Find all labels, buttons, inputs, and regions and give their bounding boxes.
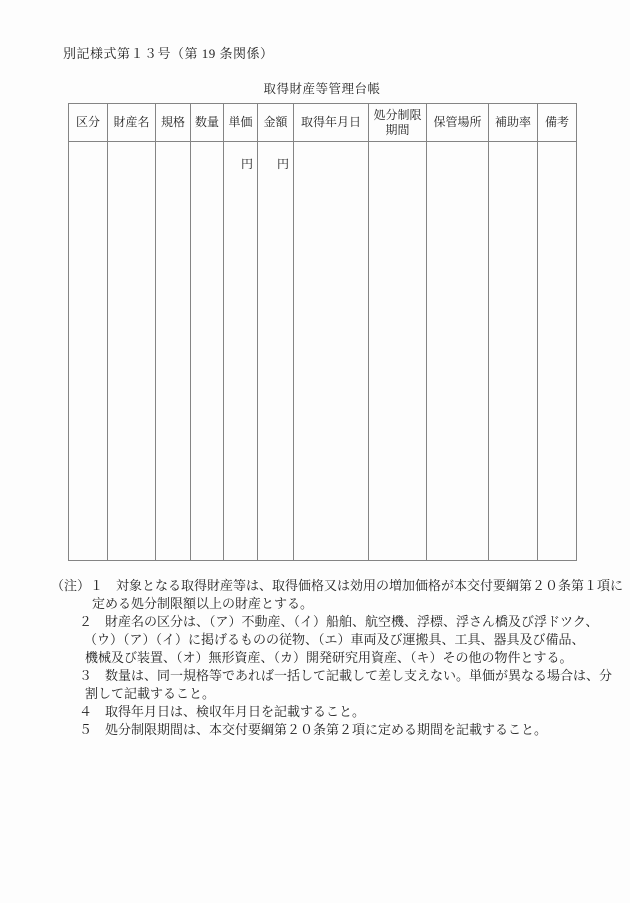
note-line: （ウ）（ア）（イ）に掲げるものの従物、（エ）車両及び運搬具、工具、器具及び備品、 (84, 632, 585, 647)
col-header-unit-price: 単価 (224, 104, 258, 142)
col-header-storage-location: 保管場所 (427, 104, 489, 142)
note-line: ２ 財産名の区分は、（ア）不動産、（イ）船舶、航空機、浮標、浮さん橋及び浮ドツク、 (79, 614, 599, 629)
cell-remarks (538, 142, 577, 561)
note-line: ３ 数量は、同一規格等であれば一括して記載して差し支えない。単価が異なる場合は、分 (79, 668, 613, 683)
note-line: ５ 処分制限期間は、本交付要綱第２０条第２項に定める期間を記載すること。 (79, 722, 548, 737)
disposal-restriction-line2: 期間 (385, 122, 410, 137)
cell-amount (258, 142, 294, 561)
entry-row (69, 142, 577, 561)
cell-disposal-restriction-period (369, 142, 427, 561)
cell-acquisition-date (294, 142, 369, 561)
yen-unit-label: 円 (276, 157, 289, 171)
col-header-property-name: 財産名 (108, 104, 156, 142)
col-header-quantity: 数量 (191, 104, 224, 142)
col-header-remarks: 備考 (538, 104, 577, 142)
note-line: ４ 取得年月日は、検収年月日を記載すること。 (79, 704, 366, 719)
property-ledger-table (68, 103, 577, 561)
col-header-category: 区分 (69, 104, 108, 142)
col-header-disposal-restriction-period (369, 104, 427, 142)
col-header-amount: 金額 (258, 104, 294, 142)
col-header-specification: 規格 (156, 104, 191, 142)
form-number: 別記様式第１３号（第 19 条関係） (63, 46, 274, 61)
col-header-acquisition-date: 取得年月日 (294, 104, 369, 142)
cell-unit-price (224, 142, 258, 561)
cell-specification (156, 142, 191, 561)
cell-storage-location (427, 142, 489, 561)
cell-property-name (108, 142, 156, 561)
cell-quantity (191, 142, 224, 561)
note-line: （注）１ 対象となる取得財産等は、取得価格又は効用の増加価格が本交付要綱第２０条第１項に (51, 578, 624, 593)
page-title: 取得財産等管理台帳 (263, 82, 381, 96)
cell-category (69, 142, 108, 561)
notes-section (0, 577, 630, 739)
disposal-restriction-line1: 処分制限 (373, 107, 422, 122)
header-row (69, 104, 577, 142)
cell-subsidy-rate (489, 142, 538, 561)
yen-unit-label: 円 (240, 157, 253, 171)
col-header-subsidy-rate: 補助率 (489, 104, 538, 142)
note-line: 定める処分制限額以上の財産とする。 (92, 596, 314, 611)
note-line: 機械及び装置、（オ）無形資産、（カ）開発研究用資産、（キ）その他の物件とする。 (85, 650, 573, 665)
note-line: 割して記載すること。 (85, 686, 216, 701)
